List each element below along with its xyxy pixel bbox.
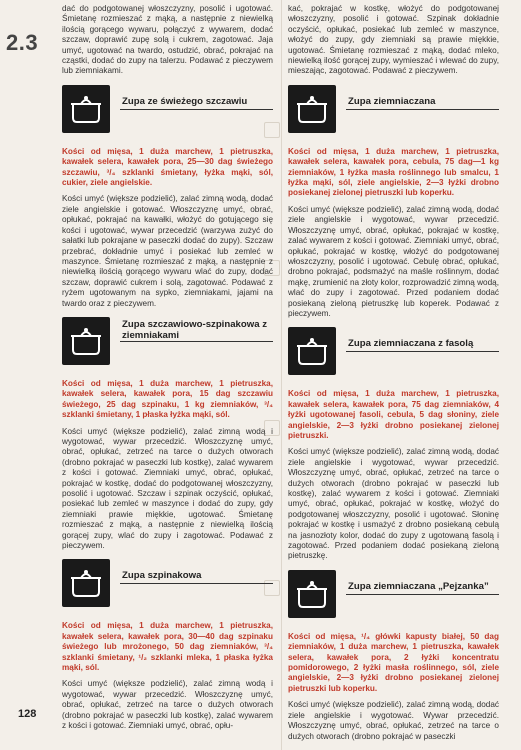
recipe-ingredients: Kości od mięsa, 1 duża marchew, 1 pietruszka, kawałek selera, kawałek pora, 30—40 dag szpinaku świeżego lub mrożonego, 50 dag ziemniaków, ³/₄ szklanki śmietany, ¹/₂ szklanki mleka, 1 płaska łyżka mąki, sól.: [62, 621, 273, 673]
recipe-header: [62, 559, 273, 611]
recipe-ingredients: Kości od mięsa, 1 duża marchew, 1 pietruszka, kawałek selera, kawałek pora, 15 dag szczawiu świeżego, 25 dag szpinaku, 1 kg ziemniaków, ³/₄ szklanki śmietany, 1 płaska łyżka mąki, sól.: [62, 378, 273, 420]
recipe-header: [288, 327, 499, 379]
recipe-method: Kości umyć (większe podzielić), zalać zimną wodą i wygotować, wywar przecedzić. Włoszczyznę umyć, obrać, opłukać, zetrzeć na tarce o dużych otworach (drobno pokrajać w paseczki lub kostkę), zalać wywarem z kości i gotować. Ziemniaki umyć, obrać, opłu-: [62, 679, 273, 731]
recipe-header: [62, 85, 273, 137]
recipe-method: Kości umyć (większe podzielić), zalać zimną wodą, dodać ziele angielskie i wygotować, wywar przecedzić. Włoszczyznę umyć, obrać, opłukać, pokrajać w kostkę, zalać wywarem z kości i gotować. Ziemniaki umyć, obrać, opłukać, pokrajać w kostkę, włożyć do podgotowanej włoszczyzny, posolić i ugotować. Cebulę obrać, opłukać, drobno pokrajać, podsmażyć na maśle roślinnym, dodać mąkę, zrumienić na złoty kolor, rozprowadzić zimną wodą, wlać do zupy i zagotować. Przed podaniem dodać posiekaną zieloną pietruszkę lub koperek. Podawać z pieczywem.: [288, 204, 499, 318]
pot-icon: [62, 317, 110, 365]
recipe-ingredients: Kości od mięsa, 1 duża marchew, 1 pietruszka, kawałek selera, kawałek pora, 25—30 dag świeżego szczawiu, ³/₄ szklanki śmietany, łyżka mąki, sól, cukier, ziele angielskie.: [62, 146, 273, 188]
pot-icon: [62, 85, 110, 133]
recipe-header: [62, 317, 273, 369]
header-rule: [346, 109, 499, 110]
continued-text: kać, pokrajać w kostkę, włożyć do podgotowanej włoszczyzny, posolić i gotować. Szpinak dokładnie oczyścić, opłukać, posiekać lub zemleć w maszynce, włożyć do zupy, gdy ziemniaki są prawie miękkie, ugotować. Śmietanę rozmieszać z mąką, dodać mleko, niewielką ilość gorącej zupy, wymieszać i wlewać do zupy, mieszając, zagotować. Podawać z pieczywem.: [288, 4, 499, 76]
header-rule: [120, 583, 273, 584]
recipe-header: [288, 570, 499, 622]
recipe-ingredients: Kości od mięsa, 1 duża marchew, 1 pietruszka, kawałek selera, kawałek pora, 75 dag ziemniaków, 4 łyżki ugotowanej fasoli, cebula, 5 dag słoniny, ziele angielskie, 2—3 łyżki drobno posiekanej zielonej pietruszki.: [288, 389, 499, 440]
pot-icon: [62, 559, 110, 607]
pot-icon: [288, 85, 336, 133]
recipe-title: Zupa ziemniaczana: [348, 95, 436, 107]
page-gutter: [281, 0, 282, 750]
recipe-method: Kości umyć (większe podzielić), zalać zimną wodą, dodać ziele angielskie i wygotować, wywar przecedzić. Włoszczyznę umyć, obrać, opłukać, zetrzeć na tarce o dużych otworach (drobno pokrajać w paseczki lub kostkę), zalać wywarem z kości i gotować. Ziemniaki umyć, obrać, opłukać, pokrajać w kostkę, włożyć do podgotowanej włoszczyzny, posolić i ugotować. Słoninę pokrajać w kostkę i usmażyć z drobno posiekaną cebulą na jasnozłoty kolor, dodać do zupy z ugotowaną fasolą i zagotować. Przed podaniem dodać posiekaną zieloną pietruszkę.: [288, 447, 499, 561]
page-number: 128: [18, 708, 37, 720]
recipe-ingredients: Kości od mięsa, ¹/₄ główki kapusty białej, 50 dag ziemniaków, 1 duża marchew, 1 pietruszka, kawałek selera, kawałek pora, 2 łyżki koncentratu pomidorowego, 2 łyżki masła roślinnego, sól, ziele angielskie, 2—3 łyżki drobno posiekanej zielonej pietruszki lub koperku.: [288, 631, 499, 693]
section-number: 2.3: [6, 30, 39, 55]
recipe-title: Zupa ziemniaczana „Pejzanka”: [348, 580, 489, 592]
header-rule: [346, 351, 499, 352]
recipe-title: Zupa szpinakowa: [122, 570, 202, 582]
header-rule: [120, 341, 273, 342]
recipe-title: Zupa szczawiowo-szpinakowa z ziemniakami: [122, 318, 267, 341]
pot-icon: [288, 570, 336, 618]
header-rule: [120, 109, 273, 110]
recipe-method: Kości umyć (większe podzielić), zalać zimną wodą i wygotować, wywar przecedzić. Włoszczyznę umyć, obrać, opłukać, zetrzeć na tarce o dużych otworach (drobno pokrajać w paseczki lub kostkę), zalać wywarem z kości i gotować. Ziemniaki umyć, obrać, opłukać, pokrajać w kostkę, dodać do podgotowanej włoszczyzny, posolić i ugotować. Szczaw i szpinak oczyścić, opłukać, posiekać lub zemleć w maszynce i dodać do zupy, gdy ziemniaki prawie miękkie, ugotować. Śmietanę rozmieszać z mąką, a następnie z niewielką ilością gorącej zupy, wlać do zupy i zagotować. Podawać z pieczywem.: [62, 426, 273, 551]
recipe-method: Kości umyć (większe podzielić), zalać zimną wodą, dodać ziele angielskie i wygotować. Wywar przecedzić. Włoszczyznę umyć, obrać, opłukać, zetrzeć na tarce o dużych otworach (drobno pokrajać w paseczki: [288, 700, 499, 741]
pot-icon: [288, 327, 336, 375]
recipe-method: Kości umyć (większe podzielić), zalać zimną wodą, dodać ziele angielskie i gotować. Włoszczyznę umyć, obrać, opłukać, pokrajać na kawałki, włożyć do gotującego się kości i ugotować, wywar przecedzić (warzywa zużyć do sałatki lub pokrajane w paseczki dodać do zupy). Szczaw przebrać, dokładnie umyć i posiekać lub zemleć w maszynce. Śmietanę rozmieszać z mąką, a następnie z niewielką ilością gorącego wywaru wlać do zupy, dodać szczaw, doprawić cukrem i solą, zagotować. Podawać z ryżem ugotowanym na sypko, ziemniakami, jajami na twardo oraz z pieczywem.: [62, 194, 273, 308]
recipe-ingredients: Kości od mięsa, 1 duża marchew, 1 pietruszka, kawałek selera, kawałek pora, cebula, 75 dag—1 kg ziemniaków, 1 łyżka masła roślinnego lub smalcu, 1 łyżka mąki, sól, ziele angielskie, 2—3 łyżki drobno posiekanej zielonej pietruszki lub koperku.: [288, 146, 499, 198]
header-rule: [346, 594, 499, 595]
left-column: [62, 4, 273, 732]
recipe-header: [288, 85, 499, 137]
right-column: [288, 4, 499, 742]
continued-text: dać do podgotowanej włoszczyzny, posolić i ugotować. Śmietanę rozmieszać z mąką, a następnie z niewielką ilością gorącego wywaru, połączyć z wywarem, dodać szczaw, doprawić zupę solą i cukrem, zagotować. Jaja umyć, ugotować na twardo, ostudzić, obrać, pokrajać na cząstki, dodać do zupy na talerzu. Podawać z pieczywem lub ziemniakami.: [62, 4, 273, 76]
recipe-title: Zupa ze świeżego szczawiu: [122, 95, 248, 107]
recipe-title: Zupa ziemniaczana z fasolą: [348, 338, 474, 350]
